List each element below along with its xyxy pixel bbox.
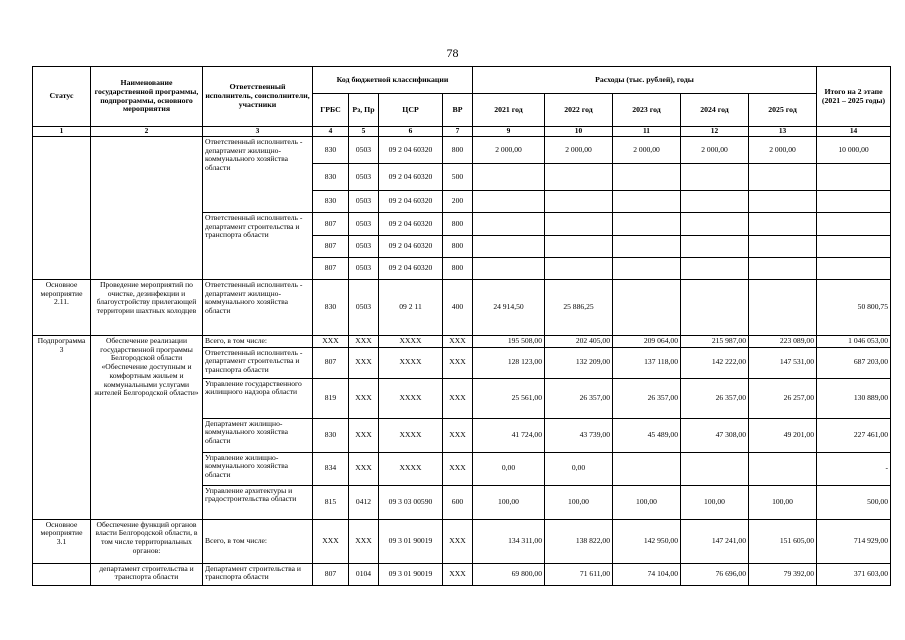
executor-cell: Управление архитектуры и градостроительства области [203, 485, 313, 519]
header-row-1 [33, 67, 891, 94]
value-2025 [749, 213, 817, 236]
header-2025: 2025 год [749, 94, 817, 127]
csr-cell: ХХХХ [379, 418, 443, 452]
rzpr-cell: 0503 [349, 258, 379, 280]
rzpr-cell: 0503 [349, 213, 379, 236]
vr-cell: ХХХ [443, 519, 473, 563]
grbs-cell: 830 [313, 137, 349, 164]
executor-cell: Ответственный исполнитель - департамент жилищно-коммунального хозяйства области [203, 280, 313, 336]
rzpr-cell: ХХХ [349, 452, 379, 485]
value-2025 [749, 236, 817, 258]
col-num: 14 [817, 127, 891, 137]
page-number: 78 [446, 46, 459, 60]
header-expenses: Расходы (тыс. рублей), годы [473, 67, 817, 94]
table-row [33, 336, 891, 348]
status-cell-empty [33, 137, 91, 280]
grbs-cell: ХХХ [313, 519, 349, 563]
value-2024: 215 987,00 [681, 336, 749, 348]
value-2024: 2 000,00 [681, 137, 749, 164]
value-2022: 132 209,00 [545, 347, 613, 378]
value-total: 10 000,00 [817, 137, 891, 164]
csr-cell: 09 2 04 60320 [379, 164, 443, 191]
value-total [817, 213, 891, 236]
value-2023: 2 000,00 [613, 137, 681, 164]
header-2021: 2021 год [473, 94, 545, 127]
csr-cell: ХХХХ [379, 378, 443, 418]
value-2024: 147 241,00 [681, 519, 749, 563]
header-executor: Ответственный исполнитель, соисполнители, участники [203, 67, 313, 127]
value-2024: 100,00 [681, 485, 749, 519]
value-2022: 25 886,25 [545, 280, 613, 336]
rzpr-cell: 0503 [349, 164, 379, 191]
value-2024 [681, 258, 749, 280]
value-2022: 2 000,00 [545, 137, 613, 164]
col-num: 11 [613, 127, 681, 137]
value-2025 [749, 191, 817, 213]
table-row [33, 519, 891, 563]
vr-cell: ХХХ [443, 336, 473, 348]
grbs-cell: 807 [313, 347, 349, 378]
col-num: 4 [313, 127, 349, 137]
col-num: 7 [443, 127, 473, 137]
column-number-row [33, 127, 891, 137]
value-2021 [473, 164, 545, 191]
value-2023: 26 357,00 [613, 378, 681, 418]
vr-cell: 800 [443, 258, 473, 280]
grbs-cell: 830 [313, 191, 349, 213]
value-total: 50 800,75 [817, 280, 891, 336]
csr-cell: 09 2 04 60320 [379, 258, 443, 280]
budget-table [32, 66, 891, 586]
value-2021 [473, 258, 545, 280]
header-vr: ВР [443, 94, 473, 127]
csr-cell: 09 3 01 90019 [379, 563, 443, 585]
grbs-cell: 830 [313, 418, 349, 452]
name-cell: Обеспечение реализации государственной программы Белгородской области «Обеспечение доступным и комфортным жильем и коммунальными услугами жителей Белгородской области» [91, 336, 203, 520]
value-2025: 151 605,00 [749, 519, 817, 563]
value-2024: 47 308,00 [681, 418, 749, 452]
vr-cell: 800 [443, 213, 473, 236]
grbs-cell: 834 [313, 452, 349, 485]
col-num: 12 [681, 127, 749, 137]
value-2021 [473, 191, 545, 213]
value-2024 [681, 213, 749, 236]
value-total [817, 236, 891, 258]
value-total [817, 164, 891, 191]
name-cell: Обеспечение функций органов власти Белгородской области, в том числе территориальных органов: [91, 519, 203, 563]
header-2023: 2023 год [613, 94, 681, 127]
col-num: 10 [545, 127, 613, 137]
value-2022: 71 611,00 [545, 563, 613, 585]
value-2025: 79 392,00 [749, 563, 817, 585]
value-total: 130 889,00 [817, 378, 891, 418]
grbs-cell: ХХХ [313, 336, 349, 348]
value-2024 [681, 236, 749, 258]
grbs-cell: 830 [313, 164, 349, 191]
executor-cell: Всего, в том числе: [203, 519, 313, 563]
rzpr-cell: 0104 [349, 563, 379, 585]
col-num: 6 [379, 127, 443, 137]
value-2023: 45 489,00 [613, 418, 681, 452]
value-2025 [749, 258, 817, 280]
value-2024 [681, 164, 749, 191]
csr-cell: 09 2 04 60320 [379, 137, 443, 164]
csr-cell: 09 3 01 90019 [379, 519, 443, 563]
header-csr: ЦСР [379, 94, 443, 127]
rzpr-cell: 0503 [349, 236, 379, 258]
value-2024: 26 357,00 [681, 378, 749, 418]
value-2023 [613, 236, 681, 258]
value-2021: 25 561,00 [473, 378, 545, 418]
vr-cell: 200 [443, 191, 473, 213]
value-2025 [749, 164, 817, 191]
vr-cell: ХХХ [443, 452, 473, 485]
value-total: 714 929,00 [817, 519, 891, 563]
csr-cell: ХХХХ [379, 452, 443, 485]
col-num: 13 [749, 127, 817, 137]
value-2025 [749, 452, 817, 485]
value-total: 371 603,00 [817, 563, 891, 585]
executor-cell: Ответственный исполнитель - департамент строительства и транспорта области [203, 213, 313, 280]
header-budget-code: Код бюджетной классификации [313, 67, 473, 94]
value-total: 1 046 053,00 [817, 336, 891, 348]
header-grbs: ГРБС [313, 94, 349, 127]
table-row [33, 137, 891, 164]
rzpr-cell: 0412 [349, 485, 379, 519]
header-total: Итого на 2 этапе (2021 – 2025 годы) [817, 67, 891, 127]
value-2022: 43 739,00 [545, 418, 613, 452]
executor-cell: Всего, в том числе: [203, 336, 313, 348]
csr-cell: 09 2 04 60320 [379, 213, 443, 236]
vr-cell: 400 [443, 280, 473, 336]
value-2025: 223 089,00 [749, 336, 817, 348]
rzpr-cell: ХХХ [349, 519, 379, 563]
rzpr-cell: ХХХ [349, 378, 379, 418]
value-2025: 100,00 [749, 485, 817, 519]
value-2025 [749, 280, 817, 336]
header-2024: 2024 год [681, 94, 749, 127]
executor-cell: Ответственный исполнитель - департамент жилищно-коммунального хозяйства области [203, 137, 313, 213]
value-2025: 49 201,00 [749, 418, 817, 452]
executor-cell: Управление государственного жилищного надзора области [203, 378, 313, 418]
value-total: 227 461,00 [817, 418, 891, 452]
value-2022: 202 405,00 [545, 336, 613, 348]
col-num: 1 [33, 127, 91, 137]
header-name: Наименование государственной программы, подпрограммы, основного мероприятия [91, 67, 203, 127]
status-cell: Основное мероприятие 3.1 [33, 519, 91, 563]
value-2024: 142 222,00 [681, 347, 749, 378]
value-2023 [613, 452, 681, 485]
grbs-cell: 830 [313, 280, 349, 336]
header-status: Статус [33, 67, 91, 127]
value-2022 [545, 191, 613, 213]
value-2023: 142 950,00 [613, 519, 681, 563]
value-2022 [545, 236, 613, 258]
vr-cell: 800 [443, 137, 473, 164]
vr-cell: 600 [443, 485, 473, 519]
table-row [33, 563, 891, 585]
value-2025: 2 000,00 [749, 137, 817, 164]
header-rzpr: Рз, Пр [349, 94, 379, 127]
value-2023: 137 118,00 [613, 347, 681, 378]
name-cell-empty [91, 137, 203, 280]
header-2022: 2022 год [545, 94, 613, 127]
col-num: 5 [349, 127, 379, 137]
value-2021: 195 508,00 [473, 336, 545, 348]
value-2021: 24 914,50 [473, 280, 545, 336]
vr-cell: ХХХ [443, 563, 473, 585]
status-cell: Подпрограмма 3 [33, 336, 91, 520]
col-num: 9 [473, 127, 545, 137]
csr-cell: ХХХХ [379, 336, 443, 348]
value-2024: 76 696,00 [681, 563, 749, 585]
rzpr-cell: ХХХ [349, 336, 379, 348]
rzpr-cell: 0503 [349, 191, 379, 213]
value-2025: 26 257,00 [749, 378, 817, 418]
csr-cell: 09 3 03 00590 [379, 485, 443, 519]
value-2021: 128 123,00 [473, 347, 545, 378]
value-total: - [817, 452, 891, 485]
value-2022: 138 822,00 [545, 519, 613, 563]
value-2023: 100,00 [613, 485, 681, 519]
status-cell-empty [33, 563, 91, 585]
value-2021: 134 311,00 [473, 519, 545, 563]
value-2021 [473, 213, 545, 236]
value-2022 [545, 258, 613, 280]
csr-cell: 09 2 04 60320 [379, 191, 443, 213]
value-2023 [613, 164, 681, 191]
grbs-cell: 819 [313, 378, 349, 418]
rzpr-cell: ХХХ [349, 347, 379, 378]
value-2023 [613, 191, 681, 213]
executor-cell: Департамент строительства и транспорта области [203, 563, 313, 585]
value-2024 [681, 280, 749, 336]
value-2022 [545, 213, 613, 236]
value-2023 [613, 213, 681, 236]
value-2023: 74 104,00 [613, 563, 681, 585]
grbs-cell: 807 [313, 213, 349, 236]
col-num: 2 [91, 127, 203, 137]
rzpr-cell: 0503 [349, 280, 379, 336]
executor-cell: Управление жилищно-коммунального хозяйства области [203, 452, 313, 485]
name-cell: Проведение мероприятий по очистке, дезинфекции и благоустройству прилегающей территории шахтных колодцев [91, 280, 203, 336]
value-2021: 69 800,00 [473, 563, 545, 585]
table-row [33, 280, 891, 336]
value-2024 [681, 191, 749, 213]
csr-cell: 09 2 11 [379, 280, 443, 336]
value-2023 [613, 258, 681, 280]
value-2021 [473, 236, 545, 258]
value-2021: 41 724,00 [473, 418, 545, 452]
vr-cell: ХХХ [443, 378, 473, 418]
name-cell: департамент строительства и транспорта области [91, 563, 203, 585]
value-2022: 100,00 [545, 485, 613, 519]
executor-cell: Ответственный исполнитель - департамент строительства и транспорта области [203, 347, 313, 378]
vr-cell: ХХХ [443, 418, 473, 452]
value-2021: 0,00 [473, 452, 545, 485]
value-2022 [545, 164, 613, 191]
executor-cell: Департамент жилищно-коммунального хозяйства области [203, 418, 313, 452]
rzpr-cell: 0503 [349, 137, 379, 164]
csr-cell: 09 2 04 60320 [379, 236, 443, 258]
value-2024 [681, 452, 749, 485]
col-num: 3 [203, 127, 313, 137]
value-2021: 100,00 [473, 485, 545, 519]
grbs-cell: 807 [313, 258, 349, 280]
value-2022: 26 357,00 [545, 378, 613, 418]
vr-cell: 500 [443, 164, 473, 191]
value-2023: 209 064,00 [613, 336, 681, 348]
value-total: 687 203,00 [817, 347, 891, 378]
grbs-cell: 807 [313, 236, 349, 258]
value-2021: 2 000,00 [473, 137, 545, 164]
value-2022: 0,00 [545, 452, 613, 485]
csr-cell: ХХХХ [379, 347, 443, 378]
vr-cell: 800 [443, 236, 473, 258]
value-2023 [613, 280, 681, 336]
value-total [817, 258, 891, 280]
value-total: 500,00 [817, 485, 891, 519]
value-total [817, 191, 891, 213]
status-cell: Основное мероприятие 2.11. [33, 280, 91, 336]
rzpr-cell: ХХХ [349, 418, 379, 452]
vr-cell: ХХХ [443, 347, 473, 378]
value-2025: 147 531,00 [749, 347, 817, 378]
grbs-cell: 807 [313, 563, 349, 585]
grbs-cell: 815 [313, 485, 349, 519]
